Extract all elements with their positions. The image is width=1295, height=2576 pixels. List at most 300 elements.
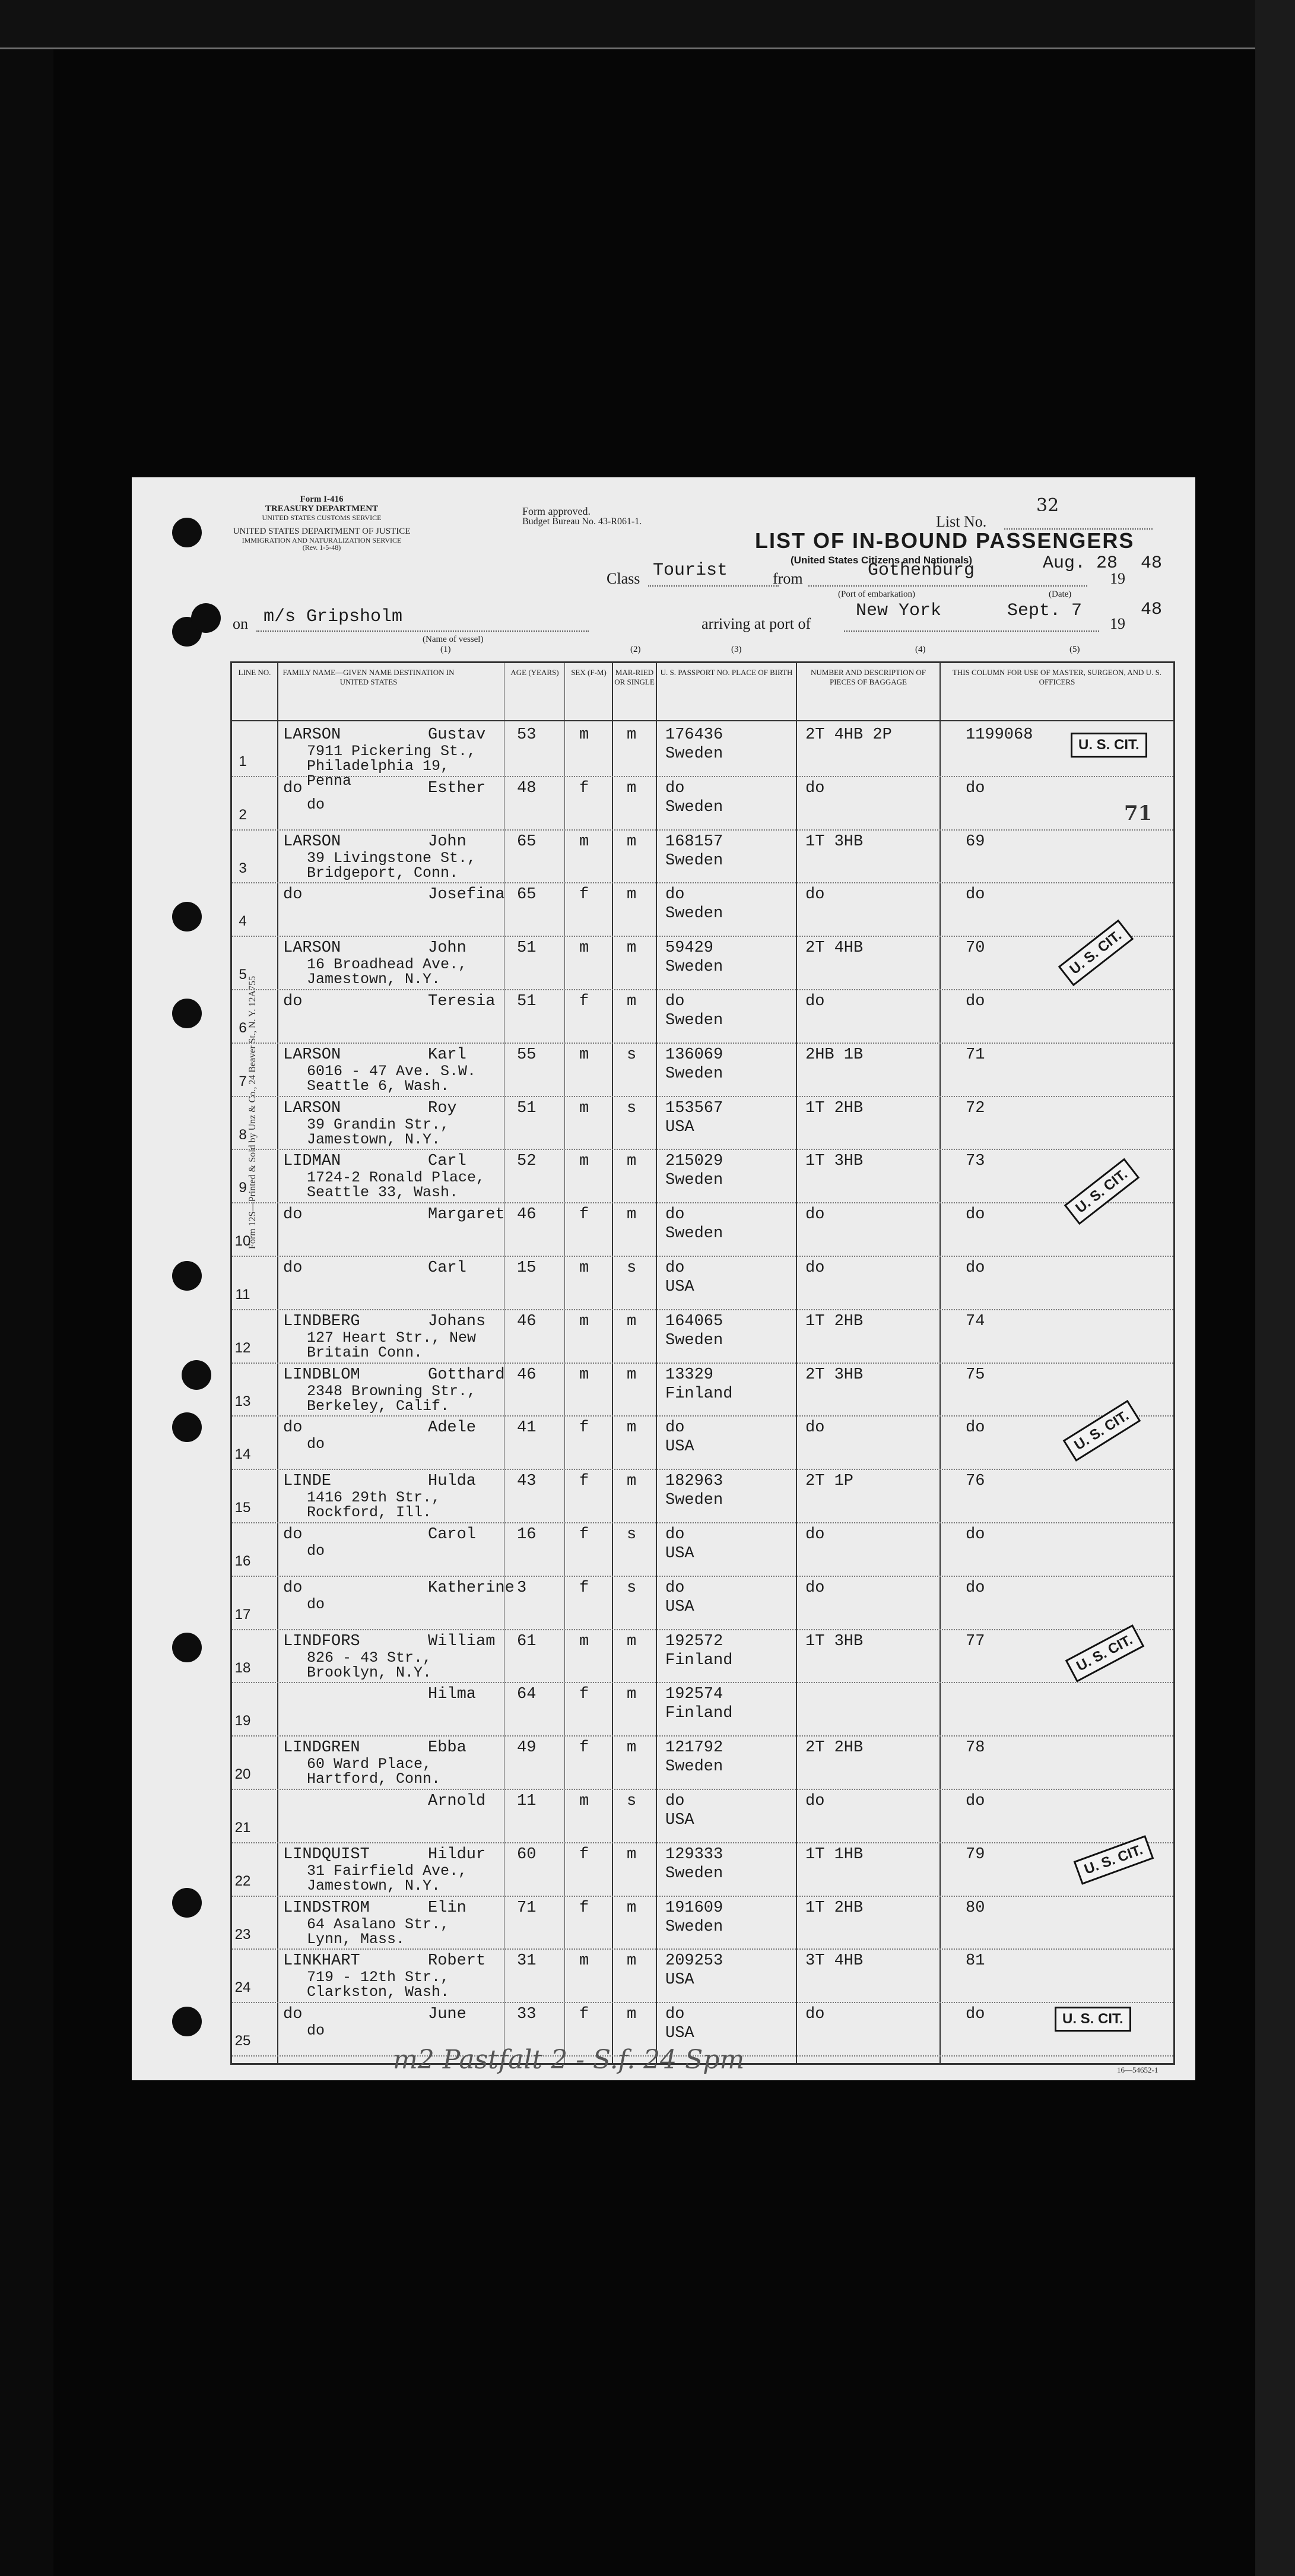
cell-given: Roy [428, 1099, 457, 1117]
cell-pp: 13329 [665, 1365, 714, 1384]
cell-birth: Sweden [665, 798, 723, 816]
cell-age: 51 [517, 1099, 537, 1117]
table-row [232, 1522, 1173, 1577]
cell-fam: LINDGREN [283, 1739, 360, 1757]
cell-ms: m [627, 1632, 637, 1650]
cell-off: 1199068 [966, 726, 1033, 744]
cell-n: 19 [234, 1713, 251, 1729]
us-citizen-stamp: U. S. CIT. [1055, 2007, 1131, 2032]
table-row [232, 882, 1173, 937]
punch-hole [191, 603, 221, 633]
cell-ms: m [627, 1899, 637, 1917]
table-row [232, 1202, 1173, 1257]
cell-off: 69 [966, 832, 985, 851]
margin-number: 71 [1124, 801, 1153, 825]
embark-note: (Port of embarkation) [838, 590, 915, 599]
cell-n: 25 [234, 2033, 251, 2049]
cell-birth: USA [665, 1971, 694, 1989]
cell-sex: f [579, 1579, 589, 1597]
col-header-name: FAMILY NAME—GIVEN NAME DESTINATION IN UNITED STATES [283, 668, 455, 686]
cell-birth: Finland [665, 1384, 733, 1403]
cell-bag: do [805, 886, 825, 904]
cell-sex: f [579, 1526, 589, 1544]
cell-dest: 16 Broadhead Ave., Jamestown, N.Y. [307, 956, 468, 988]
cell-dest: do [307, 1436, 325, 1453]
table-row [232, 1363, 1173, 1417]
cell-dest: 31 Fairfield Ave., Jamestown, N.Y. [307, 1862, 468, 1894]
cell-sex: m [579, 1045, 589, 1064]
cell-ms: s [627, 1792, 637, 1810]
cell-given: John [428, 832, 466, 851]
cell-fam: LARSON [283, 726, 341, 744]
film-border-right [1255, 0, 1295, 2576]
cell-ms: m [627, 1739, 637, 1757]
us-citizen-stamp: U. S. CIT. [1064, 1158, 1140, 1225]
cell-pp: 59429 [665, 939, 714, 958]
table-row [232, 1789, 1173, 1843]
cell-pp: 176436 [665, 726, 723, 744]
cell-sex: f [579, 2005, 589, 2024]
cell-pp: 191609 [665, 1899, 723, 1917]
cell-given: Carl [428, 1259, 466, 1277]
cell-ms: m [627, 1419, 637, 1437]
cell-off: 73 [966, 1152, 985, 1171]
cell-dest: 39 Livingstone St., Bridgeport, Conn. [307, 849, 477, 882]
cell-sex: m [579, 1259, 589, 1277]
cell-n: 2 [239, 806, 247, 823]
cell-fam: do [283, 993, 303, 1010]
cell-n: 15 [234, 1500, 251, 1516]
from-label: from [773, 570, 803, 587]
cell-age: 55 [517, 1045, 537, 1064]
table-row [232, 1096, 1173, 1151]
cell-ms: m [627, 1845, 637, 1864]
cell-age: 51 [517, 993, 537, 1010]
cell-pp: 121792 [665, 1739, 723, 1757]
cell-dest: do [307, 2022, 325, 2040]
cell-birth: Sweden [665, 958, 723, 977]
cell-ms: m [627, 779, 637, 797]
cell-pp: do [665, 2005, 685, 2024]
cell-n: 21 [234, 1820, 251, 1836]
form-code: 16—54652-1 [1117, 2065, 1158, 2074]
cell-age: 46 [517, 1206, 537, 1224]
cell-n: 4 [239, 913, 247, 930]
cell-dest: 6016 - 47 Ave. S.W. Seattle 6, Wash. [307, 1062, 477, 1095]
cell-dest: 127 Heart Str., New Britain Conn. [307, 1329, 477, 1361]
cell-age: 53 [517, 726, 537, 744]
cell-age: 49 [517, 1739, 537, 1757]
cell-off: do [966, 1526, 985, 1544]
cell-sex: m [579, 1152, 589, 1171]
cell-sex: f [579, 1206, 589, 1224]
cell-n: 23 [234, 1926, 251, 1943]
manifest-page [132, 477, 1195, 2080]
cell-fam: LINDFORS [283, 1632, 360, 1650]
cell-off: 74 [966, 1312, 985, 1330]
cell-given: Elin [428, 1899, 466, 1917]
cell-age: 48 [517, 779, 537, 797]
cell-birth: USA [665, 2024, 694, 2043]
cell-fam: LARSON [283, 1099, 341, 1117]
arrival-year: 48 [1141, 600, 1163, 620]
col-header-line-no: LINE NO. [238, 668, 271, 677]
departure-date: Aug. 28 [1043, 553, 1118, 573]
cell-given: June [428, 2005, 466, 2024]
film-border-top [0, 0, 1295, 49]
cell-birth: Sweden [665, 1012, 723, 1029]
cell-ms: s [627, 1099, 637, 1117]
cell-birth: Sweden [665, 1491, 723, 1510]
class-label: Class [607, 570, 640, 587]
cell-pp: do [665, 1206, 685, 1224]
cell-pp: 215029 [665, 1152, 723, 1171]
cell-off: 76 [966, 1472, 985, 1491]
cell-bag: do [805, 779, 825, 797]
cell-pp: 192574 [665, 1685, 723, 1704]
cell-pp: 209253 [665, 1952, 723, 1970]
cell-age: 3 [517, 1579, 527, 1597]
film-border-left [0, 0, 53, 2576]
cell-fam: do [283, 779, 303, 797]
punch-hole [172, 1412, 202, 1442]
cell-off: do [966, 1419, 985, 1437]
cell-n: 11 [235, 1287, 250, 1303]
cell-birth: Sweden [665, 851, 723, 870]
table-row [232, 1682, 1173, 1737]
cell-ms: m [627, 1685, 637, 1704]
cell-off: do [966, 1579, 985, 1597]
cell-bag: 1T 1HB [805, 1845, 864, 1864]
cell-given: Gotthard [428, 1365, 505, 1384]
cell-n: 5 [239, 967, 247, 983]
cell-birth: Sweden [665, 1758, 723, 1776]
cell-off: do [966, 779, 985, 797]
cell-fam: do [283, 1206, 303, 1224]
cell-fam: LINDBLOM [283, 1365, 360, 1384]
cell-birth: Sweden [665, 1331, 723, 1349]
printer-imprint: Form 12S—Printed & Sold by Unz & Co., 24 Beaver St., N. Y. 12A755 [247, 975, 258, 1249]
table-row [232, 776, 1173, 831]
cell-bag: 2HB 1B [805, 1045, 864, 1064]
cell-off: 75 [966, 1365, 985, 1384]
col-header-officers: THIS COLUMN FOR USE OF MASTER, SURGEON, AND U. S. OFFICERS [952, 668, 1162, 686]
punch-hole [172, 2007, 202, 2036]
cell-pp: 164065 [665, 1312, 723, 1330]
cell-birth: USA [665, 1438, 694, 1456]
vessel-note: (Name of vessel) [423, 635, 484, 644]
cell-birth: USA [665, 1598, 694, 1616]
cell-age: 41 [517, 1419, 537, 1437]
cell-n: 9 [239, 1180, 247, 1196]
cell-bag: 2T 4HB 2P [805, 726, 892, 744]
cell-bag: 2T 2HB [805, 1739, 864, 1757]
punch-hole [172, 518, 202, 547]
cell-birth: USA [665, 1118, 694, 1136]
column-number: (3) [731, 645, 742, 654]
cell-off: do [966, 1792, 985, 1810]
table-row [232, 1576, 1173, 1630]
cell-n: 3 [239, 860, 247, 876]
form-header-left: Form I-416 TREASURY DEPARTMENT UNITED STATES CUSTOMS SERVICE UNITED STATES DEPARTMENT OF JUSTICE IMMIGRATION AND NATURALIZATION SERVICE (Rev. 1-5-48) [233, 495, 411, 552]
class-value: Tourist [653, 560, 728, 581]
cell-sex: f [579, 1845, 589, 1864]
cell-fam: do [283, 1259, 303, 1277]
cell-given: Ebba [428, 1739, 466, 1757]
cell-pp: do [665, 1259, 685, 1277]
cell-sex: m [579, 1632, 589, 1650]
page-subtitle: (United States Citizens and Nationals) [791, 555, 973, 566]
cell-given: Arnold [428, 1792, 486, 1810]
us-citizen-stamp: U. S. CIT. [1071, 733, 1147, 758]
cell-age: 33 [517, 2005, 537, 2024]
cell-age: 46 [517, 1365, 537, 1384]
cell-pp: 153567 [665, 1099, 723, 1117]
cell-pp: do [665, 1526, 685, 1544]
cell-given: Teresia [428, 993, 496, 1010]
cell-pp: do [665, 1419, 685, 1437]
cell-bag: 2T 3HB [805, 1365, 864, 1384]
cell-fam: do [283, 1526, 303, 1544]
cell-birth: Finland [665, 1704, 733, 1723]
cell-pp: do [665, 1579, 685, 1597]
cell-bag: do [805, 1792, 825, 1810]
cell-sex: f [579, 1472, 589, 1491]
cell-dest: 2348 Browning Str., Berkeley, Calif. [307, 1382, 477, 1415]
punch-hole [172, 999, 202, 1028]
cell-sex: f [579, 1419, 589, 1437]
cell-n: 7 [239, 1073, 247, 1089]
cell-n: 1 [239, 753, 247, 769]
cell-ms: m [627, 726, 637, 744]
cell-birth: Sweden [665, 1864, 723, 1883]
cell-n: 10 [234, 1233, 251, 1250]
cell-ms: m [627, 1312, 637, 1330]
cell-age: 61 [517, 1632, 537, 1650]
cell-sex: f [579, 993, 589, 1010]
cell-pp: do [665, 886, 685, 904]
cell-age: 31 [517, 1952, 537, 1970]
column-number: (5) [1069, 645, 1080, 654]
cell-off: 71 [966, 1045, 985, 1064]
cell-n: 20 [234, 1766, 251, 1783]
cell-pp: 129333 [665, 1845, 723, 1864]
us-citizen-stamp: U. S. CIT. [1065, 1624, 1144, 1682]
cell-sex: f [579, 886, 589, 904]
cell-sex: m [579, 1952, 589, 1970]
cell-given: Josefina [428, 886, 505, 904]
embarkation-port: Gothenburg [868, 560, 975, 581]
cell-age: 46 [517, 1312, 537, 1330]
column-number: (4) [915, 645, 926, 654]
punch-hole [182, 1360, 211, 1390]
vessel-name: m/s Gripsholm [264, 607, 403, 627]
cell-off: 81 [966, 1952, 985, 1970]
departure-year: 48 [1141, 553, 1163, 573]
cell-ms: m [627, 939, 637, 958]
cell-pp: 192572 [665, 1632, 723, 1650]
cell-ms: m [627, 1152, 637, 1171]
cell-age: 16 [517, 1526, 537, 1544]
cell-off: do [966, 1259, 985, 1277]
cell-bag: do [805, 1419, 825, 1437]
cell-n: 17 [234, 1606, 251, 1623]
cell-dest: do [307, 1595, 325, 1613]
cell-ms: m [627, 886, 637, 904]
cell-bag: do [805, 1206, 825, 1224]
cell-n: 6 [239, 1020, 247, 1036]
col-header-passport: U. S. PASSPORT NO. PLACE OF BIRTH [660, 668, 793, 677]
cell-given: Margaret [428, 1206, 505, 1224]
cell-sex: m [579, 1312, 589, 1330]
cell-bag: do [805, 993, 825, 1010]
cell-birth: Sweden [665, 745, 723, 763]
cell-dest: 60 Ward Place, Hartford, Conn. [307, 1756, 441, 1788]
table-row [232, 1415, 1173, 1470]
date-note: (Date) [1049, 590, 1072, 599]
form-approval: Form approved. Budget Bureau No. 43-R061-1. [522, 505, 642, 527]
cell-pp: do [665, 993, 685, 1010]
cell-fam: do [283, 1419, 303, 1437]
cell-given: Karl [428, 1045, 466, 1064]
table-row [232, 936, 1173, 990]
cell-pp: do [665, 779, 685, 797]
cell-pp: 182963 [665, 1472, 723, 1491]
us-citizen-stamp: U. S. CIT. [1058, 920, 1134, 986]
cell-dest: 7911 Pickering St., Philadelphia 19, Penna [307, 743, 477, 790]
cell-given: Carol [428, 1526, 477, 1544]
cell-given: Adele [428, 1419, 477, 1437]
cell-bag: do [805, 1526, 825, 1544]
cell-given: Hilma [428, 1685, 477, 1704]
cell-sex: f [579, 779, 589, 797]
cell-age: 43 [517, 1472, 537, 1491]
cell-n: 12 [234, 1339, 251, 1356]
cell-off: 80 [966, 1899, 985, 1917]
cell-sex: f [579, 1685, 589, 1704]
cell-ms: m [627, 1206, 637, 1224]
cell-fam: LINDE [283, 1472, 332, 1491]
col-header-age: AGE (YEARS) [510, 668, 559, 677]
cell-ms: m [627, 2005, 637, 2024]
cell-given: Johans [428, 1312, 486, 1330]
cell-given: John [428, 939, 466, 958]
cell-bag: 2T 4HB [805, 939, 864, 958]
cell-off: 77 [966, 1632, 985, 1650]
cell-off: do [966, 2005, 985, 2024]
cell-fam: LARSON [283, 939, 341, 958]
cell-birth: USA [665, 1545, 694, 1563]
cell-given: Carl [428, 1152, 466, 1171]
year-prefix-2: 19 [1110, 615, 1125, 632]
punch-hole [172, 1633, 202, 1662]
cell-bag: 3T 4HB [805, 1952, 864, 1970]
cell-n: 22 [234, 1872, 251, 1889]
cell-bag: do [805, 2005, 825, 2024]
us-citizen-stamp: U. S. CIT. [1074, 1835, 1154, 1884]
table-row [232, 989, 1173, 1044]
cell-birth: Finland [665, 1651, 733, 1669]
cell-fam: LARSON [283, 832, 341, 851]
cell-ms: s [627, 1579, 637, 1597]
column-number: (2) [630, 645, 641, 654]
cell-fam: LINDBERG [283, 1312, 360, 1330]
cell-age: 71 [517, 1899, 537, 1917]
cell-ms: m [627, 1472, 637, 1491]
cell-dest: do [307, 796, 325, 813]
cell-dest: 826 - 43 Str., Brooklyn, N.Y. [307, 1649, 432, 1681]
cell-ms: m [627, 1952, 637, 1970]
handwritten-note: m2 Pastfalt 2 - S.f. 24 Spm [393, 2045, 745, 2075]
cell-off: do [966, 993, 985, 1010]
punch-hole [172, 1888, 202, 1918]
cell-given: Robert [428, 1952, 486, 1970]
cell-dest: 64 Asalano Str., Lynn, Mass. [307, 1915, 450, 1948]
table-row [232, 1043, 1173, 1097]
cell-fam: LARSON [283, 1045, 341, 1064]
cell-sex: m [579, 1099, 589, 1117]
cell-sex: f [579, 1899, 589, 1917]
column-number: (1) [440, 645, 451, 654]
table-row [232, 1469, 1173, 1523]
cell-age: 60 [517, 1845, 537, 1864]
cell-birth: Sweden [665, 1918, 723, 1936]
cell-ms: m [627, 993, 637, 1010]
cell-bag: 1T 2HB [805, 1099, 864, 1117]
table-row [232, 1256, 1173, 1310]
cell-sex: f [579, 1739, 589, 1757]
cell-dest: 719 - 12th Str., Clarkston, Wash. [307, 1969, 450, 2001]
cell-fam: do [283, 886, 303, 904]
cell-birth: Sweden [665, 1225, 723, 1243]
cell-dest: 39 Grandin Str., Jamestown, N.Y. [307, 1116, 450, 1148]
cell-off: do [966, 1206, 985, 1224]
cell-birth: Sweden [665, 905, 723, 923]
cell-birth: Sweden [665, 1171, 723, 1190]
table-row [232, 1735, 1173, 1790]
cell-off: 72 [966, 1099, 985, 1117]
cell-n: 18 [234, 1659, 251, 1676]
cell-off: do [966, 886, 985, 904]
cell-sex: m [579, 726, 589, 744]
cell-ms: m [627, 832, 637, 851]
passenger-table [230, 661, 1175, 2065]
cell-ms: s [627, 1045, 637, 1064]
cell-age: 15 [517, 1259, 537, 1277]
cell-bag: 1T 3HB [805, 1152, 864, 1171]
cell-given: William [428, 1632, 496, 1650]
cell-given: Esther [428, 779, 486, 797]
cell-sex: m [579, 832, 589, 851]
cell-dest: 1416 29th Str., Rockford, Ill. [307, 1489, 441, 1522]
cell-ms: m [627, 1365, 637, 1384]
cell-fam: do [283, 2005, 303, 2024]
cell-n: 8 [239, 1126, 247, 1143]
cell-given: Katherine [428, 1579, 515, 1597]
cell-fam: do [283, 1579, 303, 1597]
cell-off: 78 [966, 1739, 985, 1757]
col-header-sex: SEX (F-M) [571, 668, 607, 677]
cell-ms: s [627, 1259, 637, 1277]
year-prefix-1: 19 [1110, 570, 1125, 587]
cell-fam: LINDSTROM [283, 1899, 370, 1917]
cell-bag: 2T 1P [805, 1472, 854, 1491]
cell-off: 70 [966, 939, 985, 958]
cell-n: 13 [234, 1393, 251, 1409]
page-title: LIST OF IN-BOUND PASSENGERS [755, 528, 1135, 553]
cell-fam: LINDQUIST [283, 1845, 370, 1864]
cell-bag: 1T 3HB [805, 1632, 864, 1650]
